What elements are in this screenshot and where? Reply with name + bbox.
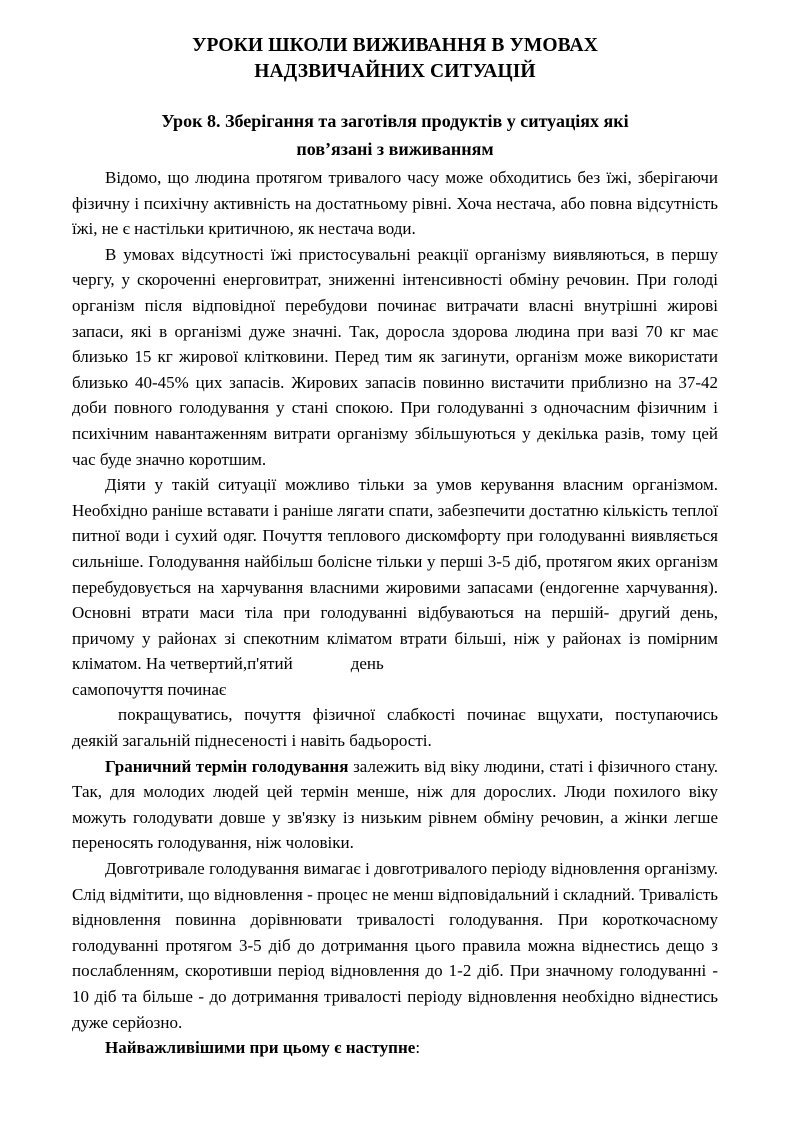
lesson-heading-line-1: Урок 8. Зберігання та заготівля продуктів у ситуаціях які	[161, 111, 629, 131]
paragraph-5-lead-bold: Граничний термін голодування	[105, 756, 349, 776]
paragraph-6-text: Довготривале голодування вимагає і довготривалого періоду відновлення організму. Слід відмітити, що відновлення - процес не менш відповідальний і складний. Тривалість відновлення повинна дорівнювати тривалості голодування. При короткочасному голодуванні протягом 3-5 діб до дотримання цього правила можна віднестись дещо з послабленням, скоротивши період відновлення до 1-2 діб. При значному голодуванні - 10 діб та більше - до дотримання тривалості періоду відновлення необхідно віднестись дуже серйозно.	[72, 859, 718, 1032]
paragraph-2-text-part-2: одночасним фізичним і психічним навантаженням витрати організму збільшуються у декілька разів, тому цей час буде значно коротшим.	[72, 398, 718, 469]
paragraph-4	[72, 702, 718, 753]
paragraph-2-text-part-1: В умовах відсутності їжі пристосувальні реакції організму виявляються, в першу чергу, у скороченні енерговитрат, зниженні інтенсивності обміну речовин. При голоді організм після відповідної перебудови починає витрачати власні внутрішні жирові запаси, які в організмі дуже значні. Так, доросла здорова людина при вазі 70 кг має близько 15 кг жирової клітковини. Перед тим як загинути, організм може використати близько 40-45% цих запасів. Жирових запасів повинно вистачити приблизно на 37-42 доби повного голодування у стані спокою. При голодуванні	[72, 244, 718, 418]
paragraph-7-lead-bold: Найважливішими при цьому є наступне	[105, 1038, 416, 1058]
paragraph-6	[72, 856, 718, 1035]
lesson-heading	[72, 107, 718, 163]
paragraph-1	[72, 165, 718, 242]
paragraph-2-text-tight: з	[524, 398, 537, 418]
paragraph-2	[72, 242, 718, 472]
paragraph-1-text: Відомо, що людина протягом тривалого часу може обходитись без їжі, зберігаючи фізичну і психічну активність на достатньому рівні. Хоча нестача, або повна відсутність їжі, не є настільки критичною, як нестача води.	[72, 168, 718, 239]
paragraph-3-text-part-3: самопочуття починає	[72, 679, 227, 699]
paragraph-3	[72, 472, 718, 702]
paragraph-4-text: покращуватись, почуття фізичної слабкості починає вщухати, поступаючись деякій загальній піднесеності і навіть бадьорості.	[72, 705, 718, 751]
paragraph-5-text: залежить від віку людини, статі і фізичного стану. Так, для молодих людей цей термін менше, ніж для дорослих. Люди похилого віку можуть голодувати довше у зв'язку із низьким рівнем обміну речовин, а жінки легше переносять голодування, ніж чоловіки.	[72, 756, 719, 853]
document-title-line-1: УРОКИ ШКОЛИ ВИЖИВАННЯ В УМОВАХ	[192, 35, 598, 56]
document-title-line-2: НАДЗВИЧАЙНИХ СИТУАЦІЙ	[254, 61, 536, 82]
paragraph-5	[72, 754, 718, 856]
document-title	[72, 33, 718, 85]
paragraph-3-text-part-1: Діяти у такій ситуації можливо тільки за умов керування власним організмом. Необхідно раніше вставати і раніше лягати спати, забезпечити достатню кількість теплої питної води і сухий одяг. Почуття теплового дискомфорту при голодуванні виявляється сильніше. Голодування найбільш болісне тільки у перші 3-5 діб, протягом яких організм перебудовується на харчування власними жировими запасами (ендогенне харчування). Основні втрати маси тіла при голодуванні відбуваються на першій- другий день, причому у районах зі спекотним кліматом втрати більші, ніж у районах із помірним кліматом. На четвертий,п'ятий	[72, 475, 718, 674]
lesson-heading-line-2: пов’язані з виживанням	[296, 139, 494, 159]
paragraph-7	[72, 1035, 718, 1061]
paragraph-7-colon: :	[415, 1038, 421, 1058]
paragraph-3-text-part-2: день	[350, 654, 384, 674]
